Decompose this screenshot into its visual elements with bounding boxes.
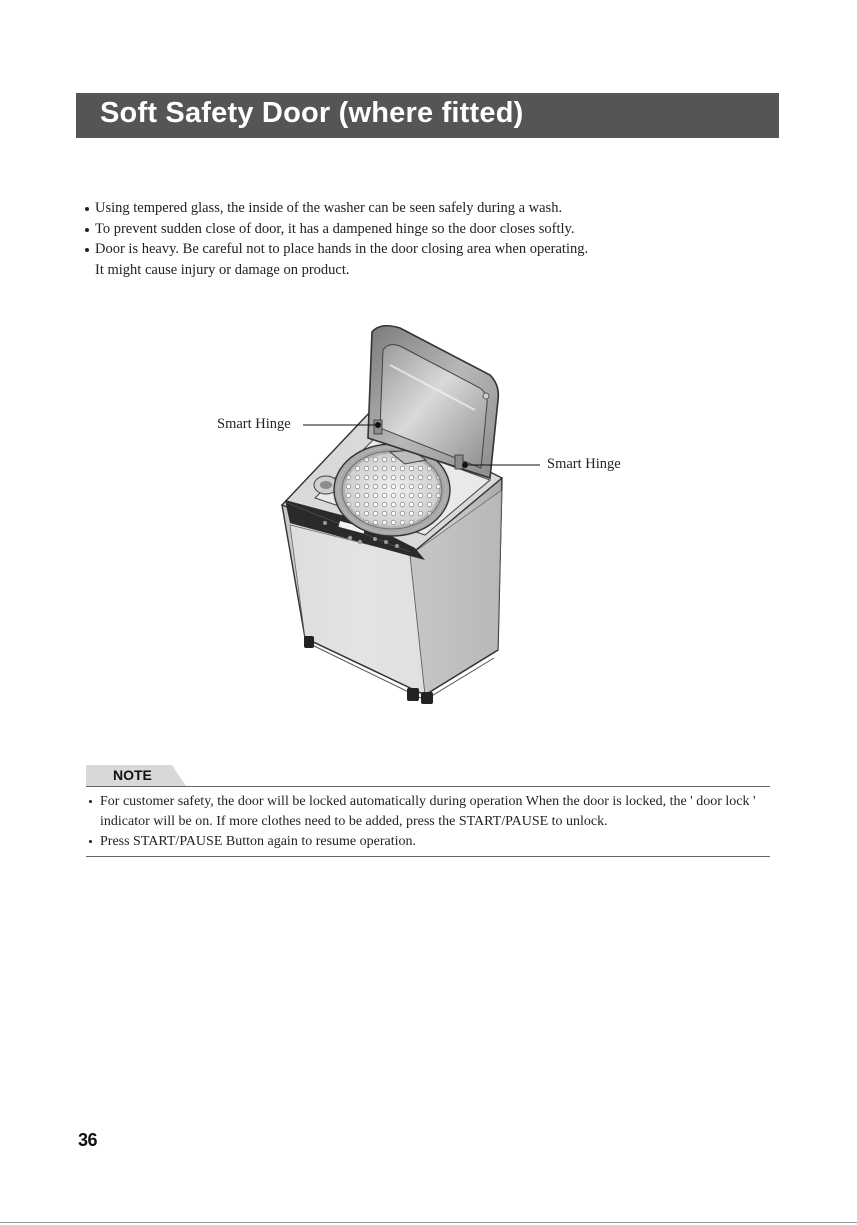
intro-bullet: To prevent sudden close of door, it has a dampened hinge so the door closes softly. [84, 219, 784, 240]
intro-bullet: Using tempered glass, the inside of the washer can be seen safely during a wash. [84, 198, 784, 219]
bullet-dot-icon [89, 840, 92, 843]
smart-hinge-label-right: Smart Hinge [547, 456, 621, 472]
note-divider-top [86, 786, 770, 787]
intro-bullet-list [84, 198, 784, 280]
smart-hinge-label-left: Smart Hinge [217, 416, 291, 432]
page-number: 36 [78, 1130, 98, 1150]
bullet-dot-icon [85, 248, 89, 252]
intro-bullet: Door is heavy. Be careful not to place hands in the door closing area when operating. It might cause injury or damage on product. [84, 239, 784, 280]
note-item: For customer safety, the door will be locked automatically during operation When the door is locked, the ' door lock ' indicator will be on. If more clothes need to be added, press the START/PAUSE to unlock. [88, 792, 768, 832]
note-list [88, 792, 768, 852]
note-divider-bottom [86, 856, 770, 857]
bullet-dot-icon [85, 228, 89, 232]
note-label: NOTE [113, 767, 152, 783]
section-title: Soft Safety Door (where fitted) [100, 97, 524, 129]
note-item: Press START/PAUSE Button again to resume operation. [88, 832, 768, 852]
washing-machine-illustration [200, 320, 660, 710]
bullet-dot-icon [85, 207, 89, 211]
page-bottom-rule [0, 1222, 857, 1223]
intro-bullet-continuation: It might cause injury or damage on product. [95, 261, 350, 278]
bullet-dot-icon [89, 800, 92, 803]
section-title-bar [76, 93, 779, 138]
